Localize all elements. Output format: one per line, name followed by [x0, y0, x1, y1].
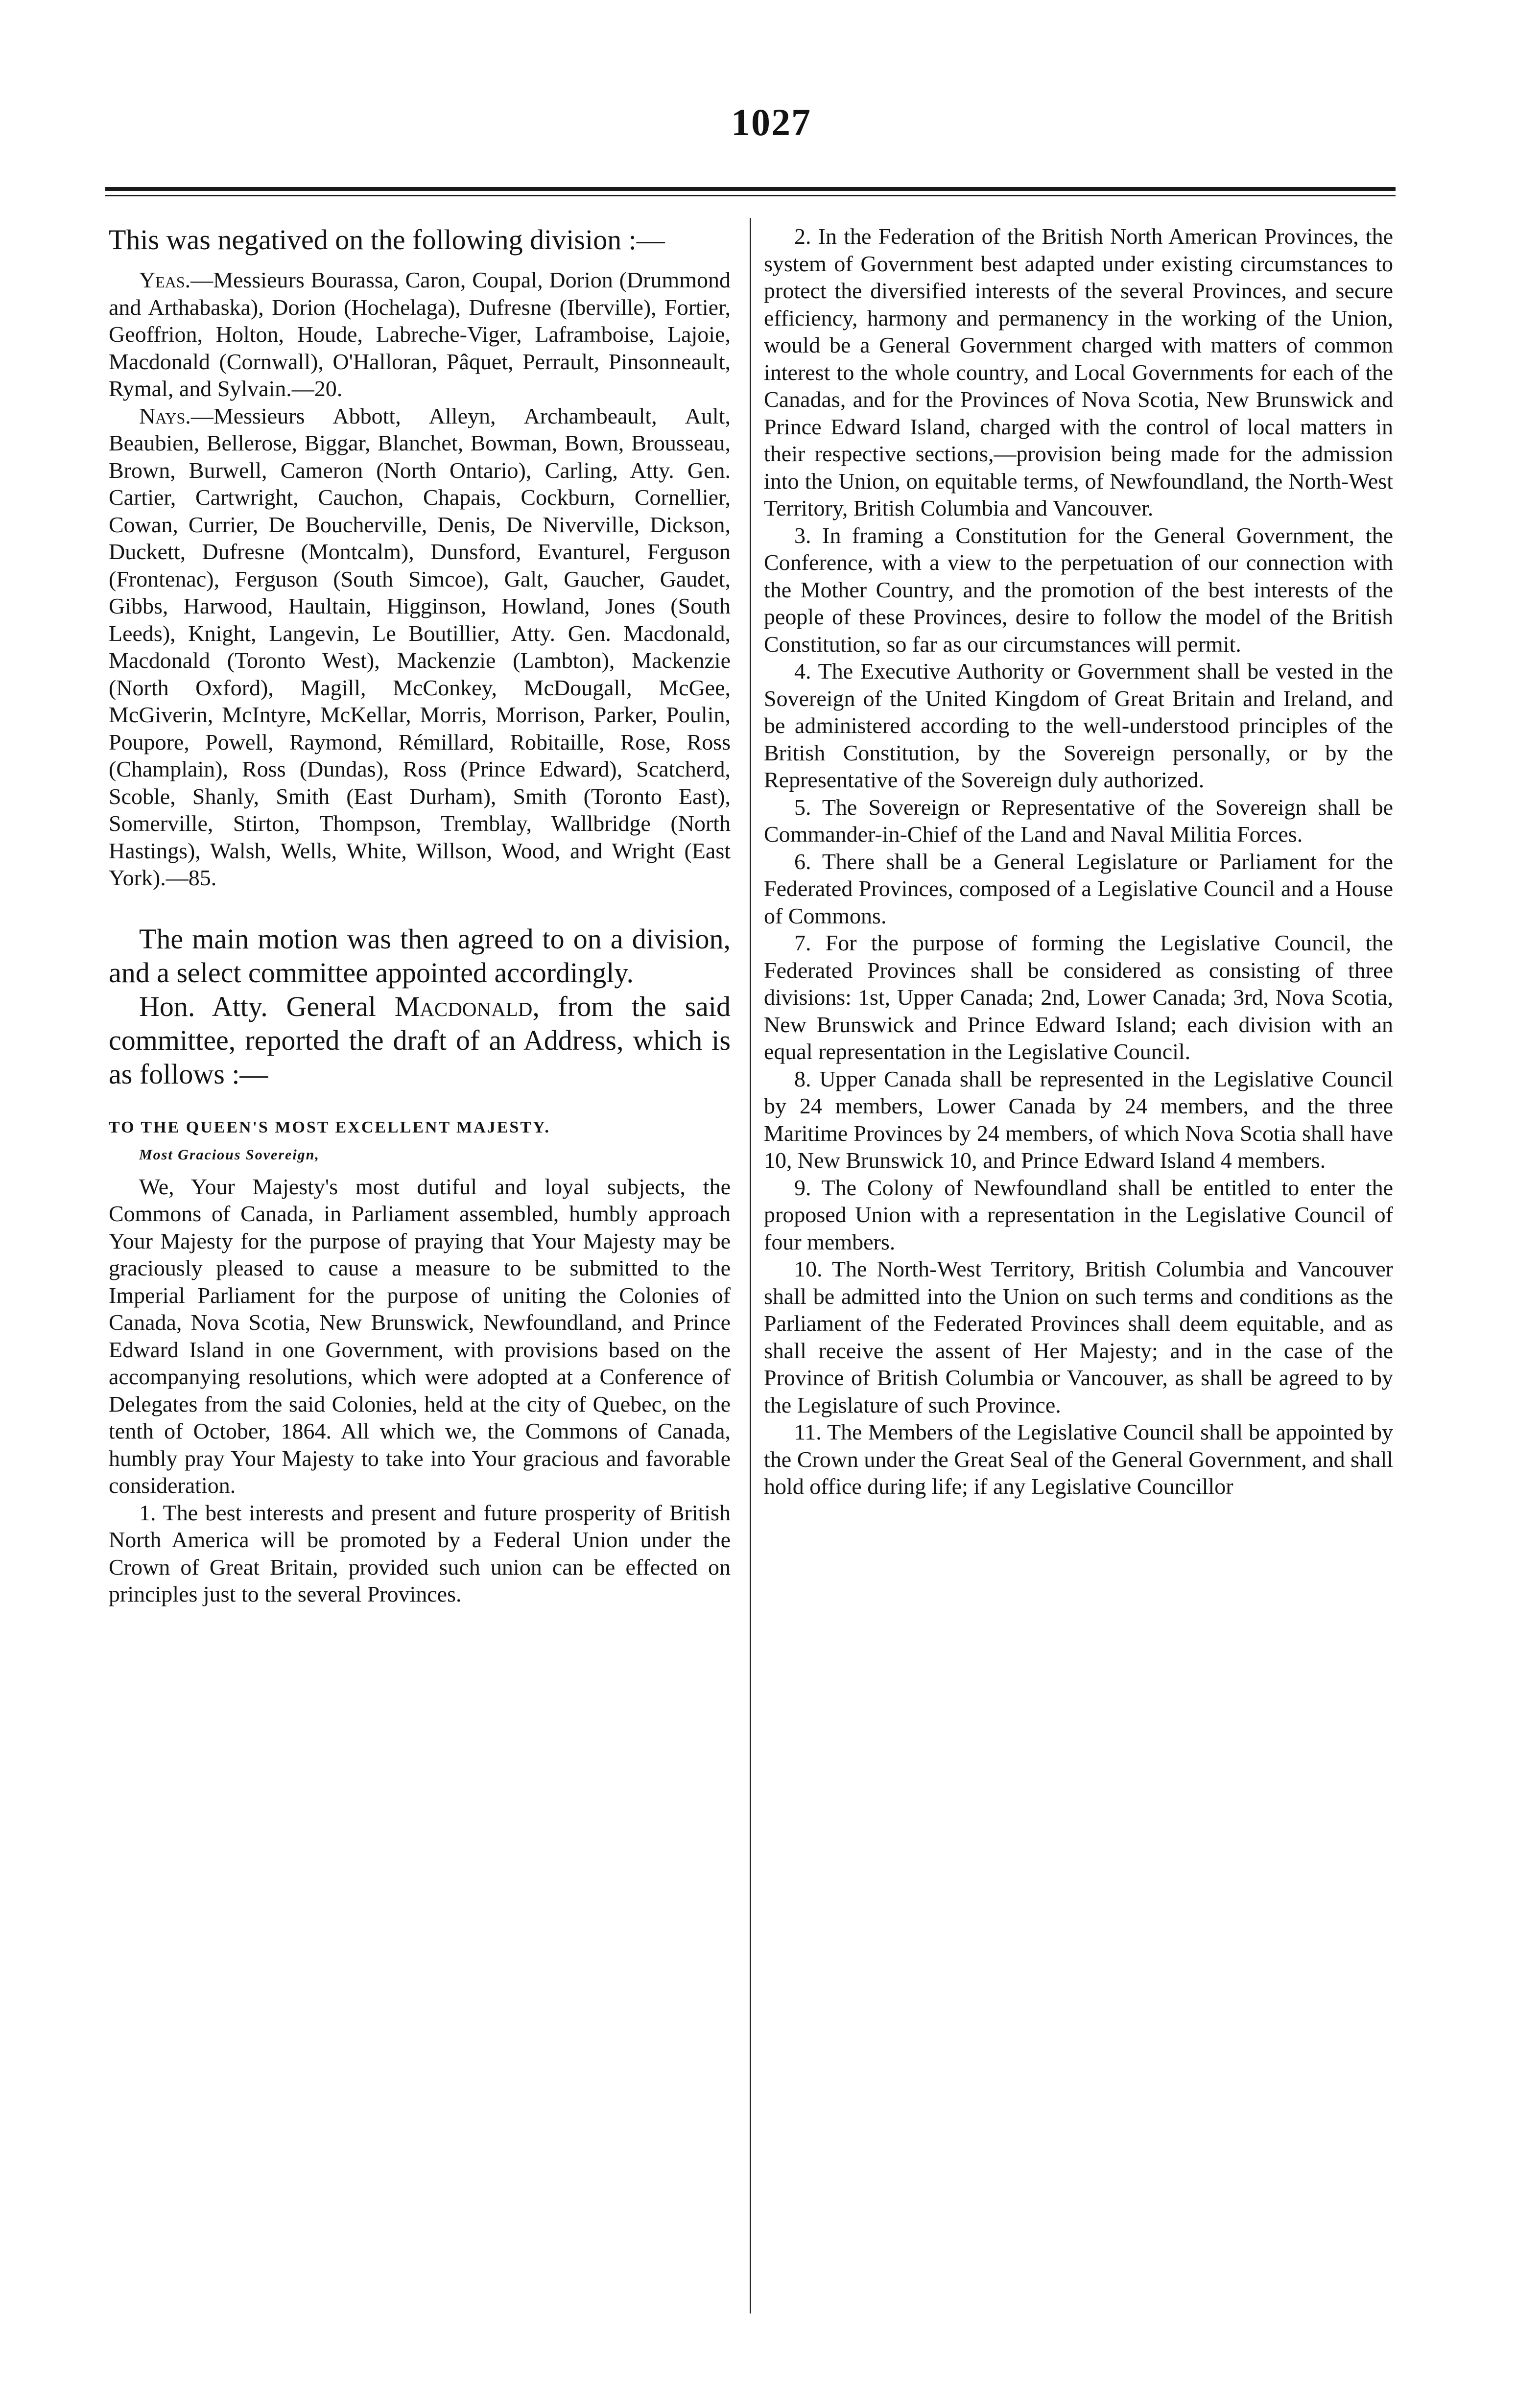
resolution-8: 8. Upper Canada shall be represented in the Legislative Council by 24 members, Lower Canada by 24 members, and the three Maritime Provinces by 24 members, of which Nova Scotia shall have 10, New Brunswick 10, and Prince Edward Island 4 members.	[764, 1066, 1393, 1173]
header-rule-thick	[105, 187, 1396, 191]
report-prefix: Hon. Atty. General	[139, 990, 395, 1022]
nays-paragraph	[109, 402, 731, 892]
nays-text: —Messieurs Abbott, Alleyn, Archambeault, Ault, Beaubien, Bellerose, Biggar, Blanchet, Bowman, Bown, Brousseau, Brown, Burwell, Cameron (North Ontario), Carling, Atty. Gen. Cartier, Cartwright, Cauchon, Chapais, Cockburn, Cornellier, Cowan, Currier, De Boucherville, Denis, De Niverville, Dickson, Duckett, Dufresne (Montcalm), Dunsford, Evanturel, Ferguson (Frontenac), Ferguson (South Simcoe), Galt, Gaucher, Gaudet, Gibbs, Harwood, Haultain, Higginson, Howland, Jones (South Leeds), Knight, Langevin, Le Boutillier, Atty. Gen. Macdonald, Macdonald (Toronto West), Mackenzie (Lambton), Mackenzie (North Oxford), Magill, McConkey, McDougall, McGee, McGiverin, McIntyre, McKellar, Morris, Morrison, Parker, Poulin, Poupore, Powell, Raymond, Rémillard, Robitaille, Rose, Ross (Champlain), Ross (Dundas), Ross (Prince Edward), Scatcherd, Scoble, Shanly, Smith (East Durham), Smith (Toronto East), Somerville, Stirton, Thompson, Tremblay, Wallbridge (North Hastings), Walsh, Wells, White, Willson, Wood, and Wright (East York).—85.	[109, 403, 731, 890]
resolution-4: 4. The Executive Authority or Government shall be vested in the Sovereign of the United Kingdom of Great Britain and Ireland, and be administered according to the well-understood principles of the British Constitution, by the Sovereign personally, or by the Representative of the Sovereign duly authorized.	[764, 659, 1393, 792]
address-heading: TO THE QUEEN'S MOST EXCELLENT MAJESTY.	[109, 1118, 550, 1136]
left-column	[109, 223, 731, 1608]
column-divider	[750, 218, 751, 2314]
division-intro: This was negatived on the following division :—	[109, 224, 665, 256]
yeas-text: —Messieurs Bourassa, Caron, Coupal, Dorion (Drummond and Arthabaska), Dorion (Hochelaga), Dufresne (Iberville), Fortier, Geoffrion, Holton, Houde, Labreche-Viger, Laframboise, Lajoie, Macdonald (Cornwall), O'Halloran, Pâquet, Perrault, Pinsonneault, Rymal, and Sylvain.—20.	[109, 267, 731, 401]
yeas-paragraph	[109, 266, 731, 402]
resolution-3: 3. In framing a Constitution for the General Government, the Conference, with a view to the perpetuation of our connection with the Mother Country, and the promotion of the best interests of the people of these Provinces, desire to follow the model of the British Constitution, so far as our circumstances will permit.	[764, 522, 1393, 657]
resolution-5: 5. The Sovereign or Representative of the Sovereign shall be Commander-in-Chief of the Land and Naval Militia Forces.	[764, 794, 1393, 847]
resolution-10: 10. The North-West Territory, British Columbia and Vancouver shall be admitted into the Union on such terms and conditions as the Parliament of the Federated Provinces shall deem equitable, and as shall receive the assent of Her Majesty; and in the case of the Province of British Columbia or Vancouver, as shall be agreed to by the Legislature of such Province.	[764, 1256, 1393, 1417]
resolution-7: 7. For the purpose of forming the Legislative Council, the Federated Provinces shall be considered as consisting of three divisions: 1st, Upper Canada; 2nd, Lower Canada; 3rd, Nova Scotia, New Brunswick and Prince Edward Island; each division with an equal representation in the Legislative Council.	[764, 930, 1393, 1064]
report-suffix: , from the said committee, reported the draft of an Address, which is as follows :—	[109, 990, 731, 1090]
resolution-11: 11. The Members of the Legislative Council shall be appointed by the Crown under the Great Seal of the General Government, and shall hold office during life; if any Legislative Councillor	[764, 1419, 1394, 1499]
resolution-2: 2. In the Federation of the British North American Provinces, the system of Government best adapted under existing circumstances to protect the diversified interests of the several Provinces, and secure efficiency, harmony and permanency in the working of the Union, would be a General Government charged with matters of common interest to the whole country, and Local Governments for each of the Canadas, and for the Provinces of Nova Scotia, New Brunswick and Prince Edward Island, charged with the control of local matters in their respective sections,—provision being made for the admission into the Union, on equitable terms, of Newfoundland, the North-West Territory, British Columbia and Vancouver.	[764, 224, 1393, 520]
address-salutation: Most Gracious Sovereign,	[139, 1146, 320, 1163]
resolution-6: 6. There shall be a General Legislature or Parliament for the Federated Provinces, composed of a Legislative Council and a House of Commons.	[764, 849, 1393, 928]
page-number: 1027	[731, 101, 811, 143]
resolution-1: 1. The best interests and present and future prosperity of British North America will be promoted by a Federal Union under the Crown of Great Britain, provided such union can be effected on principles just to the several Provinces.	[109, 1500, 731, 1606]
header-rule-thin	[105, 195, 1396, 196]
report-name: Macdonald	[394, 990, 533, 1022]
right-column	[764, 223, 1393, 1500]
address-body: We, Your Majesty's most dutiful and loyal subjects, the Commons of Canada, in Parliament assembled, humbly approach Your Majesty for the purpose of praying that Your Majesty may be graciously pleased to cause a measure to be submitted to the Imperial Parliament for the purpose of uniting the Colonies of Canada, Nova Scotia, New Brunswick, Newfoundland, and Prince Edward Island in one Government, with provisions based on the accompanying resolutions, which were adopted at a Conference of Delegates from the said Colonies, held at the city of Quebec, on the tenth of October, 1864. All which we, the Commons of Canada, humbly pray Your Majesty to take into Your gracious and favorable consideration.	[109, 1174, 731, 1498]
resolution-9: 9. The Colony of Newfoundland shall be entitled to enter the proposed Union with a representation in the Legislative Council of four members.	[764, 1175, 1393, 1254]
nays-label: Nays.	[139, 403, 191, 428]
main-motion: The main motion was then agreed to on a division, and a select committee appointed accordingly.	[109, 922, 731, 989]
committee-report	[109, 990, 731, 1091]
yeas-label: Yeas.	[139, 267, 191, 292]
